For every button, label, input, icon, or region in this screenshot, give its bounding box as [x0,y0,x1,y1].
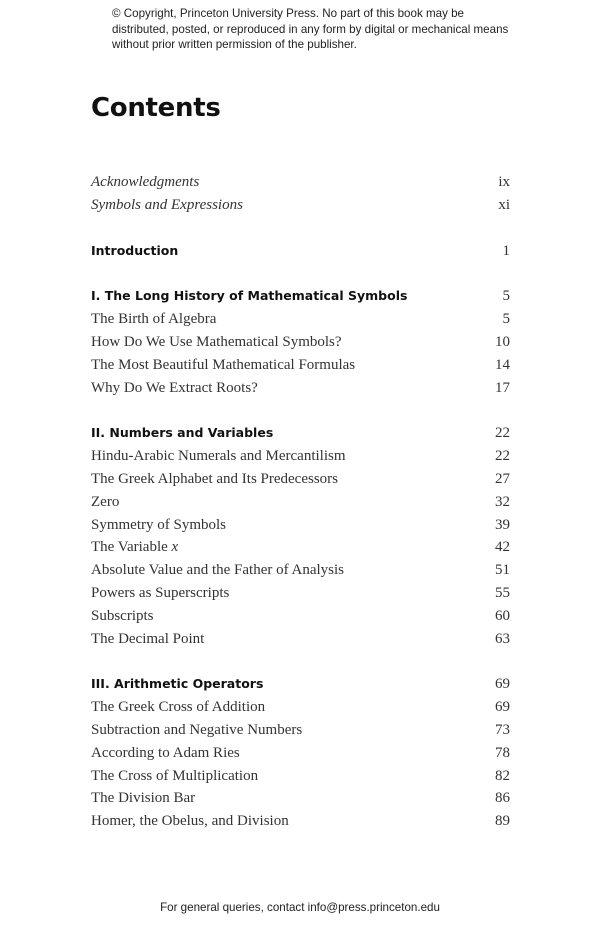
toc-entry-label: Subscripts [91,607,154,624]
toc-entry-page: xi [498,196,510,213]
toc-entry-label: Hindu-Arabic Numerals and Mercantilism [91,448,346,465]
toc-entry[interactable] [91,448,510,471]
toc-entry-page: 55 [495,584,510,601]
toc-heading-label: III. Arithmetic Operators [91,676,264,692]
toc-entry-label: Homer, the Obelus, and Division [91,813,289,830]
toc-entry[interactable] [91,699,510,722]
toc-entry-label: The Greek Alphabet and Its Predecessors [91,470,339,487]
toc-entry[interactable] [91,722,510,745]
toc-entry-label [91,539,178,556]
toc-entry[interactable] [91,357,510,380]
toc-entry[interactable] [91,768,510,791]
toc-entry-page: 73 [495,721,510,738]
toc-entry-page: 42 [495,539,510,556]
toc-part-1[interactable] [91,288,510,311]
copyright-notice: © Copyright, Princeton University Press. No part of this book may be distributed, posted, or reproduced in any form by digital or mechanical means without prior written permission of the publisher. [112,7,509,51]
toc-entry[interactable] [91,539,510,562]
page-title: Contents [91,93,221,123]
toc-entry-page: 51 [495,562,510,579]
toc-entry-label: How Do We Use Mathematical Symbols? [91,333,342,350]
toc-entry-label: Symmetry of Symbols [91,516,227,533]
toc-entry-page: 32 [495,493,510,510]
toc-entry-label: The Decimal Point [91,630,205,647]
toc-entry-label: The Greek Cross of Addition [91,699,266,716]
toc-entry-page: 60 [495,607,510,624]
toc-entry[interactable] [91,494,510,517]
toc-entry-acknowledgments[interactable] [91,174,510,197]
table-of-contents [91,174,510,836]
toc-entry[interactable] [91,585,510,608]
toc-entry-page: ix [498,174,510,190]
toc-entry-page: 89 [495,813,510,830]
toc-entry-page: 5 [502,311,510,328]
toc-entry[interactable] [91,608,510,631]
toc-entry-label: According to Adam Ries [91,744,240,761]
spacer [91,265,510,288]
toc-entry-introduction[interactable] [91,243,510,266]
toc-entry-label: The Division Bar [91,790,196,807]
toc-heading-label: I. The Long History of Mathematical Symbols [91,288,408,304]
toc-entry-page: 22 [495,425,510,442]
toc-entry-label: The Birth of Algebra [91,311,217,328]
toc-entry-page: 27 [495,470,510,487]
toc-entry-page: 10 [495,333,510,350]
toc-entry[interactable] [91,813,510,836]
toc-entry[interactable] [91,631,510,654]
toc-entry-page: 78 [495,744,510,761]
spacer [91,220,510,243]
toc-entry-page: 17 [495,379,510,396]
toc-entry[interactable] [91,311,510,334]
variable-x: x [171,539,179,556]
toc-entry[interactable] [91,517,510,540]
toc-entry-label: Zero [91,493,120,510]
toc-entry-page: 69 [495,676,510,693]
toc-entry-label: The Cross of Multiplication [91,767,259,784]
toc-part-2[interactable] [91,425,510,448]
toc-entry[interactable] [91,562,510,585]
toc-entry[interactable] [91,790,510,813]
toc-entry-page: 1 [502,242,510,259]
toc-entry-page: 63 [495,630,510,647]
toc-entry-label: The Most Beautiful Mathematical Formulas [91,356,356,373]
toc-entry-label-text: The Variable [91,539,172,556]
toc-entry-page: 5 [502,288,510,305]
toc-heading-label: Introduction [91,242,179,258]
toc-entry-page: 22 [495,448,510,465]
spacer [91,653,510,676]
toc-entry-symbols-and-expressions[interactable] [91,197,510,220]
toc-part-3[interactable] [91,676,510,699]
toc-entry-label: Acknowledgments [91,174,200,190]
toc-entry[interactable] [91,471,510,494]
spacer [91,402,510,425]
toc-entry-page: 86 [495,790,510,807]
toc-entry-label: Why Do We Extract Roots? [91,379,258,396]
toc-entry-label: Absolute Value and the Father of Analysis [91,562,345,579]
toc-entry-page: 82 [495,767,510,784]
toc-entry-label: Subtraction and Negative Numbers [91,721,303,738]
toc-entry-page: 69 [495,699,510,716]
toc-entry[interactable] [91,745,510,768]
toc-entry-label: Powers as Superscripts [91,584,230,601]
toc-entry[interactable] [91,334,510,357]
footer-contact: For general queries, contact info@press.princeton.edu [160,901,440,914]
toc-entry-page: 39 [495,516,510,533]
toc-entry-label: Symbols and Expressions [91,196,243,213]
toc-heading-label: II. Numbers and Variables [91,425,274,441]
toc-entry-page: 14 [495,356,510,373]
toc-entry[interactable] [91,380,510,403]
